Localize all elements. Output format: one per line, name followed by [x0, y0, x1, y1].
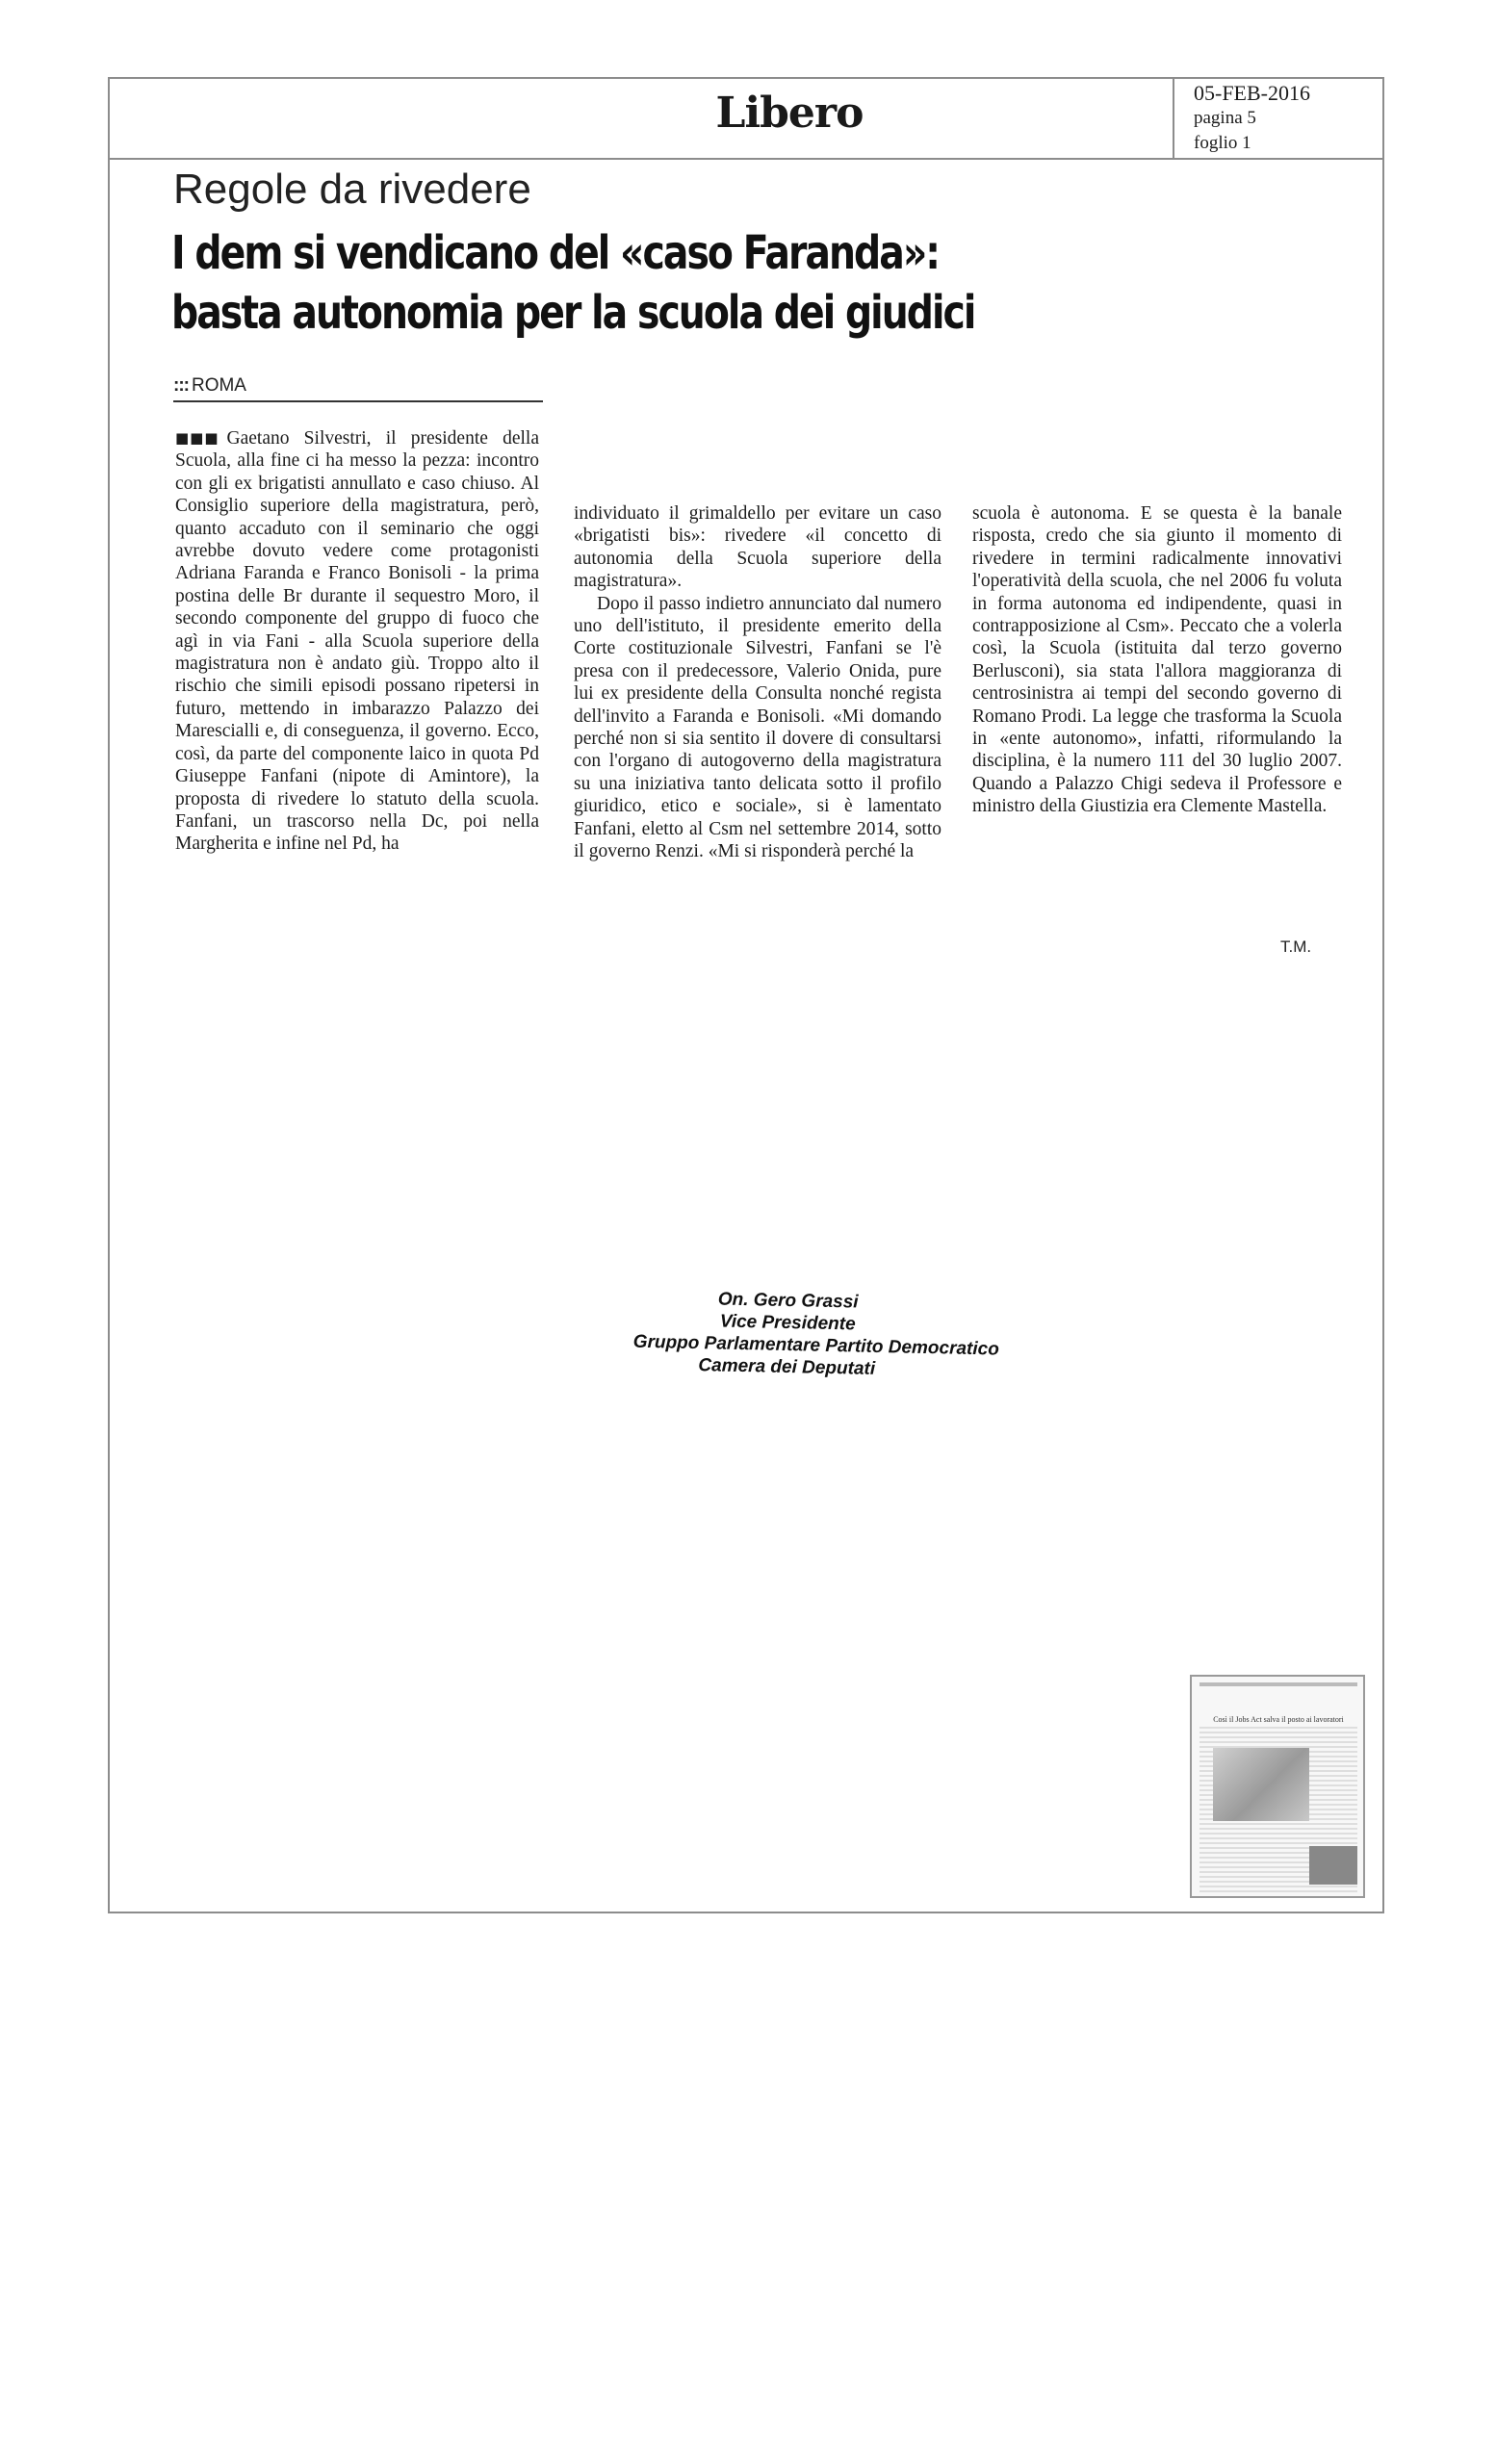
article-column-1 [175, 427, 539, 856]
thumbnail-photo [1213, 1748, 1309, 1821]
dateline-city: ROMA [191, 375, 246, 396]
page-number: pagina 5 [1194, 108, 1256, 128]
author-initials: T.M. [1280, 937, 1312, 956]
article-headline [171, 223, 975, 343]
stamp-line-2: Vice Presidente [719, 1311, 856, 1335]
page-thumbnail [1190, 1675, 1365, 1898]
headline-line-2: basta autonomia per la scuola dei giudici [171, 286, 975, 340]
article-column-3 [972, 502, 1342, 818]
article-dateline [173, 375, 543, 402]
sheet-number: foglio 1 [1194, 133, 1251, 153]
header-divider [1173, 77, 1174, 158]
clipping-date: 05-FEB-2016 [1194, 81, 1310, 105]
stamp-line-4: Camera dei Deputati [698, 1355, 876, 1379]
column-2-paragraph-2: Dopo il passo indietro annunciato dal numero uno dell'istituto, il presidente emerito della Corte costituzionale Silvestri, Fanfani se l'è presa con il predecessore, Valerio Onida, pure lui ex presidente della Consulta nonché regista dell'invito a Faranda e Bonisoli. «Mi domando perché non si sia sentito il dovere di consultarsi con l'organo di autogoverno della magistratura su una iniziativa tanto delicata sotto il profilo giuridico, etico e sociale», si è lamentato Fanfani, eletto al Csm nel settembre 2014, sotto il governo Renzi. «Mi si risponderà perché la [574, 593, 941, 862]
header-rule [108, 158, 1384, 160]
column-2-paragraph-1: individuato il grimaldello per evitare un caso «brigatisti bis»: rivedere «il concetto di autonomia della Scuola superiore della magistratura». [574, 503, 941, 592]
office-stamp [632, 1287, 1000, 1382]
newspaper-masthead: Libero [715, 89, 864, 138]
thumbnail-title: Così il Jobs Act salva il posto ai lavoratori [1213, 1715, 1344, 1724]
headline-line-1: I dem si vendicano del «caso Faranda»: [171, 226, 940, 280]
clipping-frame [108, 77, 1384, 1913]
clipping-info [1194, 81, 1377, 156]
dateline-dots-icon: ::: [173, 375, 189, 396]
column-1-paragraph-1 [175, 427, 539, 856]
thumbnail-photo-small [1309, 1846, 1357, 1885]
article-kicker: Regole da rivedere [173, 166, 531, 213]
lead-marker: ■■■ [175, 429, 219, 447]
column-3-paragraph-1: scuola è autonoma. E se questa è la banale risposta, credo che sia giunto il momento di rivedere in termini radicalmente innovativi l'operatività della scuola, che nel 2006 fu voluta in forma autonoma ed indipendente, quasi in contrapposizione al Csm». Peccato che a volerla così, la Scuola (istituita dal terzo governo Berlusconi), sia stata l'allora maggioranza di centrosinistra ai tempi del secondo governo di Romano Prodi. La legge che trasforma la Scuola in «ente autonomo», infatti, riformulando la disciplina, è la numero 111 del 30 luglio 2007. Quando a Palazzo Chigi sedeva il Professore e ministro della Giustizia era Clemente Mastella. [972, 503, 1342, 817]
stamp-line-3: Gruppo Parlamentare Partito Democratico [632, 1331, 1000, 1360]
thumbnail-header [1199, 1682, 1357, 1686]
article-column-2 [574, 502, 941, 863]
column-1-paragraph-1-text: Gaetano Silvestri, il presidente della Scuola, alla fine ci ha messo la pezza: incontro con gli ex brigatisti annullato e caso chiuso. Al Consiglio superiore della magistratura, però, quanto accaduto con il seminario che oggi avrebbe dovuto vedere come protagonisti Adriana Faranda e Franco Bonisoli - la prima postina delle Br durante il sequestro Moro, il secondo componente del gruppo di fuoco che agì in via Fani - alla Scuola superiore della magistratura non è andato giù. Troppo alto il rischio che simili episodi possano ripetersi in futuro, mettendo in imbarazzo Palazzo dei Marescialli e, di conseguenza, il governo. Ecco, così, da parte del componente laico in quota Pd Giuseppe Fanfani (nipote di Amintore), la proposta di rivedere lo statuto della scuola. Fanfani, un trascorso nella Dc, poi nella Margherita e infine nel Pd, ha [175, 428, 539, 855]
stamp-line-1: On. Gero Grassi [717, 1289, 859, 1313]
